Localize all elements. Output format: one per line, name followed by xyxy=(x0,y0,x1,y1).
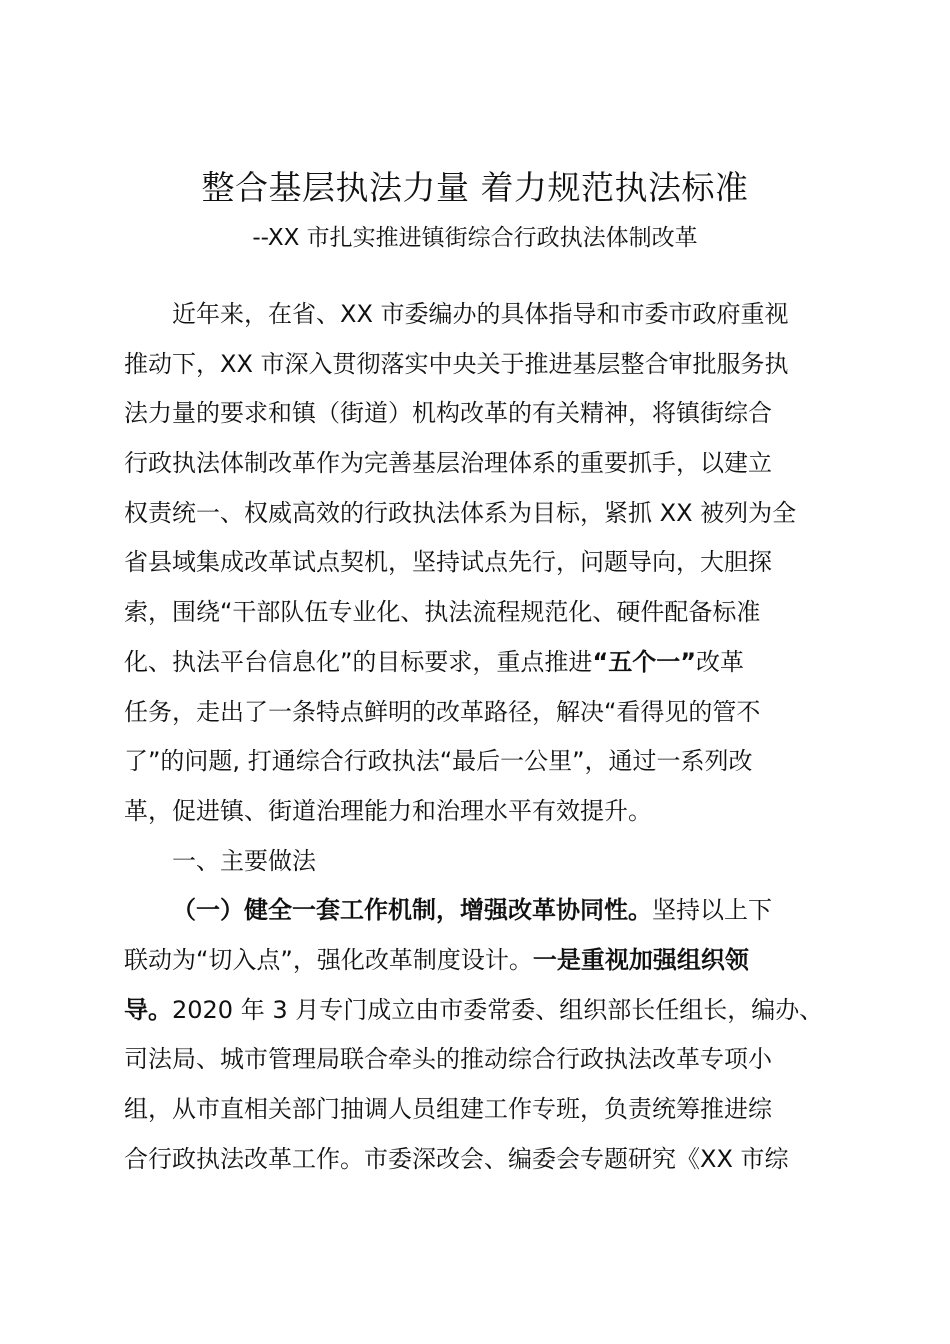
text-run: 联动为“切入点”，强化改革制度设计。 xyxy=(124,945,533,974)
paragraph-line: 了”的问题, 打通综合行政执法“最后一公里”，通过一系列改 xyxy=(124,747,753,776)
text-run: 2020 年 3 月专门成立由市委常委、组织部长任组长，编办、 xyxy=(172,995,824,1024)
bold-emphasis: 一是重视加强组织领 xyxy=(532,945,749,974)
subsection-heading: （一）健全一套工作机制，增强改革协同性。 xyxy=(172,896,652,925)
paragraph-line xyxy=(124,936,824,986)
paragraph-line: 索，围绕“干部队伍专业化、执法流程规范化、硬件配备标准 xyxy=(124,598,761,627)
paragraph-line: 近年来，在省、XX 市委编办的具体指导和市委市政府重视 xyxy=(172,300,789,328)
paragraph-line xyxy=(124,638,824,688)
paragraph-line: 权责统一、权威高效的行政执法体系为目标，紧抓 XX 被列为全 xyxy=(124,498,797,527)
paragraph-line xyxy=(124,986,824,1036)
bold-emphasis: 导。 xyxy=(124,995,172,1024)
paragraph-line: 行政执法体制改革作为完善基层治理体系的重要抓手，以建立 xyxy=(124,449,772,478)
document-title: 整合基层执法力量 着力规范执法标准 xyxy=(201,168,749,207)
paragraph-line xyxy=(124,886,824,936)
document-body xyxy=(124,290,824,1184)
paragraph-line: 省县域集成改革试点契机，坚持试点先行，问题导向，大胆探 xyxy=(124,548,772,577)
text-run: 化、执法平台信息化”的目标要求，重点推进 xyxy=(124,647,593,676)
paragraph-line: 合行政执法改革工作。市委深改会、编委会专题研究《XX 市综 xyxy=(124,1144,789,1173)
bold-emphasis: “五个一” xyxy=(592,647,696,676)
text-run: 改革 xyxy=(695,647,744,676)
text-run: 坚持以上下 xyxy=(652,896,772,925)
paragraph-line: 推动下，XX 市深入贯彻落实中央关于推进基层整合审批服务执 xyxy=(124,349,789,378)
paragraph-line: 任务，走出了一条特点鲜明的改革路径，解决“看得见的管不 xyxy=(124,697,761,726)
paragraph-line: 革，促进镇、街道治理能力和治理水平有效提升。 xyxy=(124,796,652,825)
document-subtitle: --XX 市扎实推进镇街综合行政执法体制改革 xyxy=(252,225,698,251)
paragraph-line: 组，从市直相关部门抽调人员组建工作专班，负责统筹推进综 xyxy=(124,1095,772,1123)
section-heading: 一、主要做法 xyxy=(172,846,316,875)
paragraph-line: 法力量的要求和镇（街道）机构改革的有关精神，将镇街综合 xyxy=(124,399,772,428)
paragraph-line: 司法局、城市管理局联合牵头的推动综合行政执法改革专项小 xyxy=(124,1045,772,1074)
